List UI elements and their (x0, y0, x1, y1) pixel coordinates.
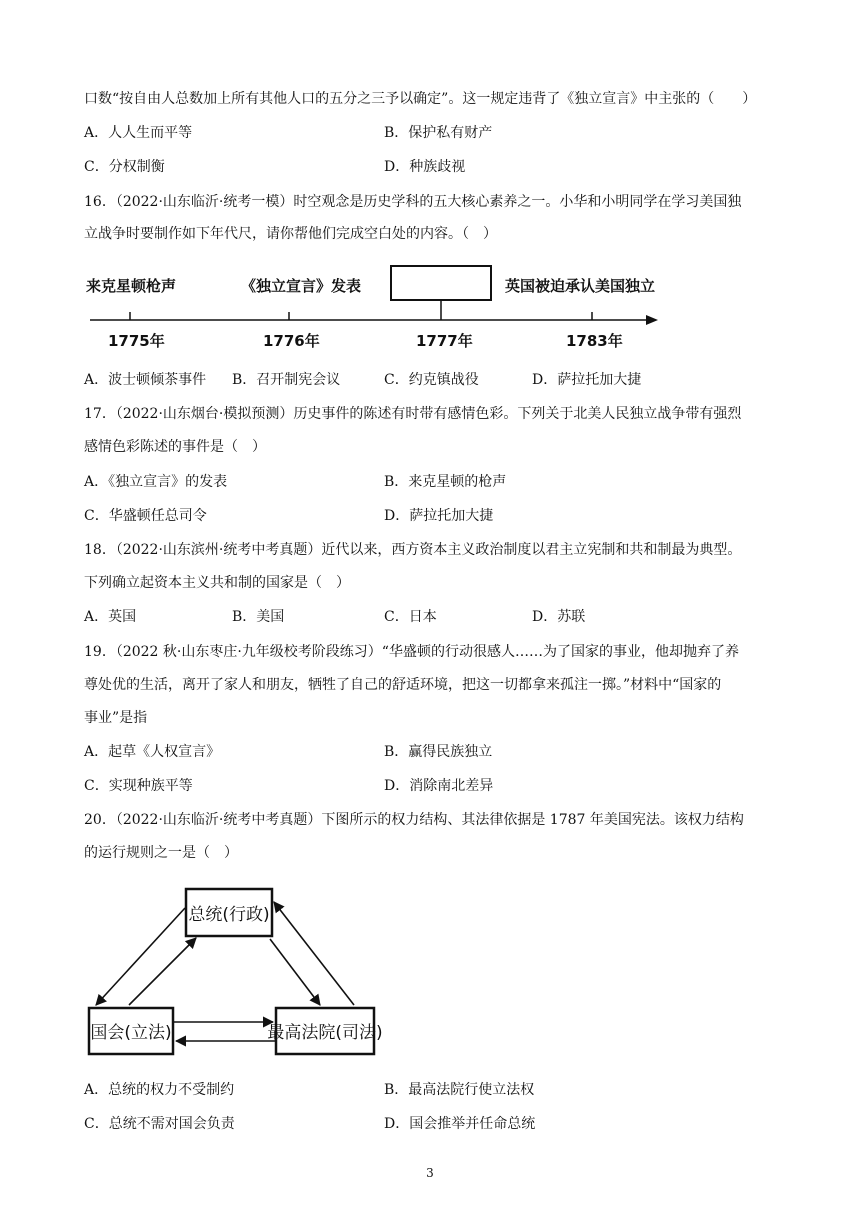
q20-option-d[interactable]: D．国会推举并任命总统 (384, 1116, 536, 1132)
arrow-president-to-court (270, 939, 320, 1005)
q17-stem-line1: 17．（2022·山东烟台·模拟预测）历史事件的陈述有时带有感情色彩。下列关于北美人民独立战争带有强烈 (84, 406, 742, 422)
q17-option-a[interactable]: A．《独立宣言》的发表 (84, 474, 228, 490)
power-structure-diagram (84, 884, 384, 1064)
timeline-event-1775: 来克星顿枪声 (86, 277, 177, 295)
q15-option-c[interactable]: C．分权制衡 (84, 159, 165, 175)
q15-option-b[interactable]: B．保护私有财产 (384, 125, 493, 141)
timeline-year-1775: 1775年 (108, 332, 165, 350)
timeline-figure (84, 262, 674, 358)
q19-option-d[interactable]: D．消除南北差异 (384, 778, 494, 794)
q19-stem-line1: 19．（2022 秋·山东枣庄·九年级校考阶段练习）“华盛顿的行动很感人……为了国家的事业，他却抛弃了养 (84, 644, 739, 660)
q16-option-c[interactable]: C．约克镇战役 (384, 372, 479, 388)
q17-stem-line2: 感情色彩陈述的事件是（ ） (84, 439, 266, 455)
q19-option-c[interactable]: C．实现种族平等 (84, 778, 193, 794)
q15-option-d[interactable]: D．种族歧视 (384, 159, 466, 175)
timeline-year-1776: 1776年 (263, 332, 320, 350)
q18-stem-line1: 18．（2022·山东滨州·统考中考真题）近代以来，西方资本主义政治制度以君主立宪制和共和制最为典型。 (84, 542, 742, 558)
arrow-court-to-president (274, 902, 354, 1005)
q19-option-a[interactable]: A．起草《人权宣言》 (84, 744, 221, 760)
q17-option-c[interactable]: C．华盛顿任总司令 (84, 508, 207, 524)
q15-option-a[interactable]: A．人人生而平等 (84, 125, 193, 141)
q16-option-a[interactable]: A．波士顿倾茶事件 (84, 372, 207, 388)
q20-option-b[interactable]: B．最高法院行使立法权 (384, 1082, 535, 1098)
congress-label: 国会(立法) (90, 1023, 172, 1043)
q20-option-c[interactable]: C．总统不需对国会负责 (84, 1116, 235, 1132)
supreme-court-label: 最高法院(司法) (267, 1023, 383, 1043)
q16-stem-line1: 16．（2022·山东临沂·统考一模）时空观念是历史学科的五大核心素养之一。小华和小明同学在学习美国独 (84, 194, 742, 210)
q18-stem-line2: 下列确立起资本主义共和制的国家是（ ） (84, 575, 350, 591)
q16-option-b[interactable]: B．召开制宪会议 (232, 372, 341, 388)
timeline-year-1783: 1783年 (566, 332, 623, 350)
timeline-event-1783: 英国被迫承认美国独立 (505, 277, 656, 295)
q17-option-d[interactable]: D．萨拉托加大捷 (384, 508, 494, 524)
timeline-year-1777: 1777年 (416, 332, 473, 350)
arrow-congress-to-president (129, 938, 196, 1005)
timeline-event-1776: 《独立宣言》发表 (241, 277, 362, 295)
q15-stem: 口数“按自由人总数加上所有其他人口的五分之三予以确定”。这一规定违背了《独立宣言》中主张的（ ） (84, 91, 757, 107)
q20-option-a[interactable]: A．总统的权力不受制约 (84, 1082, 235, 1098)
q19-stem-line3: 事业”是指 (84, 710, 148, 726)
q19-option-b[interactable]: B．赢得民族独立 (384, 744, 493, 760)
q18-option-d[interactable]: D．苏联 (532, 609, 586, 625)
president-label: 总统(行政) (188, 905, 270, 925)
q18-option-a[interactable]: A．英国 (84, 609, 137, 625)
q16-option-d[interactable]: D．萨拉托加大捷 (532, 372, 642, 388)
q19-stem-line2: 尊处优的生活，离开了家人和朋友，牺牲了自己的舒适环境，把这一切都拿来孤注一掷。”材料中“国家的 (84, 677, 722, 693)
q16-stem-line2: 立战争时要制作如下年代尺，请你帮他们完成空白处的内容。（ ） (84, 226, 497, 242)
q18-option-c[interactable]: C．日本 (384, 609, 437, 625)
q17-option-b[interactable]: B．来克星顿的枪声 (384, 474, 507, 490)
arrow-president-to-congress (96, 908, 185, 1005)
timeline-arrowhead (646, 315, 658, 325)
timeline-blank-box (391, 266, 491, 300)
q20-stem-line1: 20．（2022·山东临沂·统考中考真题）下图所示的权力结构、其法律依据是 1787 年美国宪法。该权力结构 (84, 812, 744, 828)
page-number: 3 (426, 1166, 434, 1180)
q18-option-b[interactable]: B．美国 (232, 609, 285, 625)
q20-stem-line2: 的运行规则之一是（ ） (84, 845, 238, 861)
